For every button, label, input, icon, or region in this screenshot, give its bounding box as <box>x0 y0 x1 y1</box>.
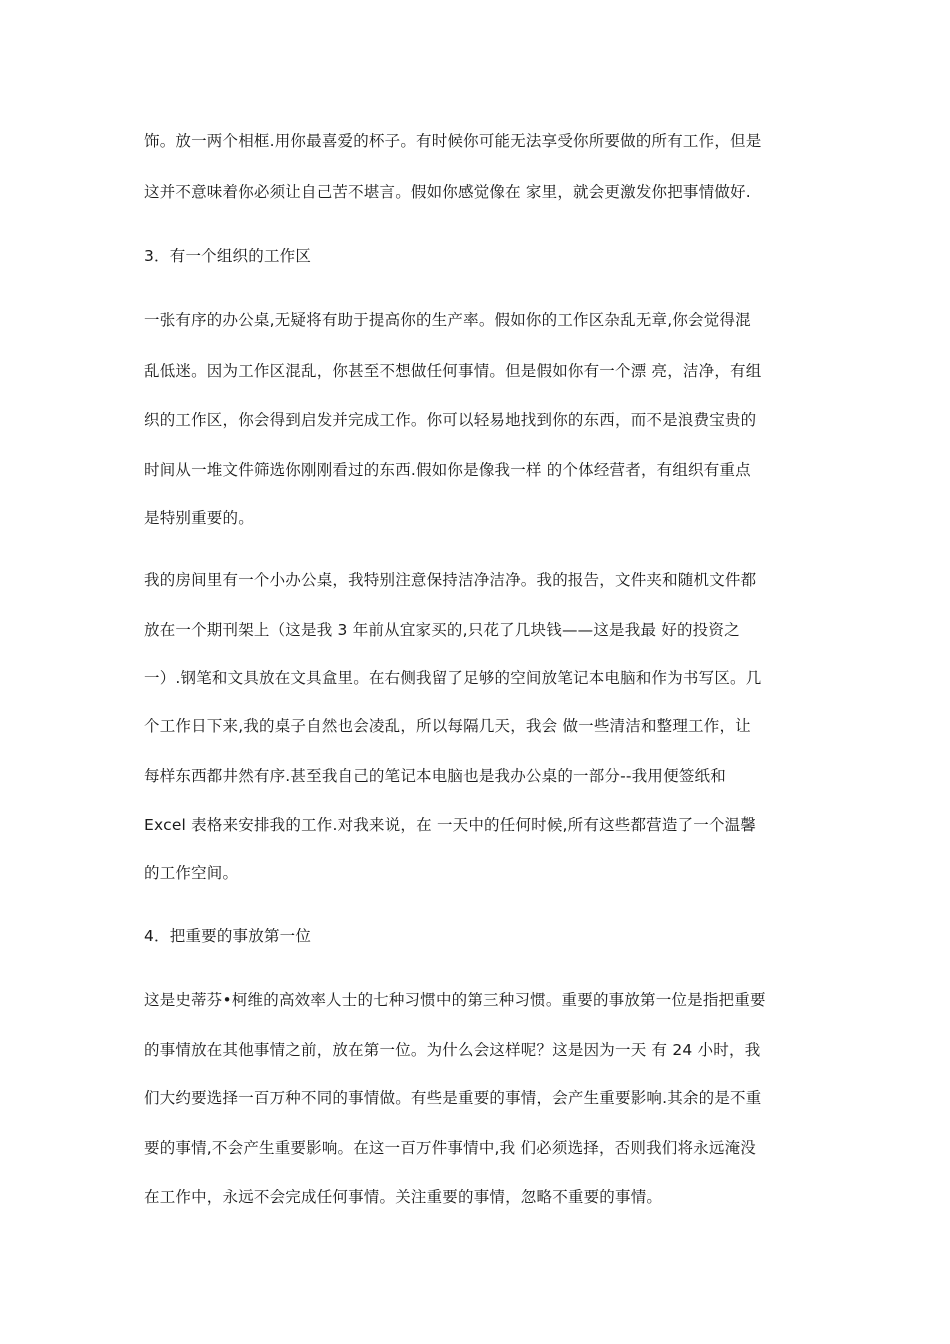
paragraph-line: 的工作空间。 <box>144 864 239 882</box>
paragraph-line: 个工作日下来,我的桌子自然也会凌乱，所以每隔几天，我会 做一些清洁和整理工作，让 <box>144 717 751 735</box>
paragraph-line: 时间从一堆文件筛选你刚刚看过的东西.假如你是像我一样 的个体经营者，有组织有重点 <box>144 461 751 479</box>
paragraph-line: 每样东西都井然有序.甚至我自己的笔记本电脑也是我办公桌的一部分--我用便签纸和 <box>144 767 726 785</box>
section-heading: 3．有一个组织的工作区 <box>144 247 312 265</box>
paragraph-line: 放在一个期刊架上（这是我 3 年前从宜家买的,只花了几块钱——这是我最 好的投资之 <box>144 621 740 639</box>
paragraph-line: 我的房间里有一个小办公桌，我特别注意保持洁净洁净。我的报告，文件夹和随机文件都 <box>144 571 757 589</box>
paragraph-line: 在工作中，永远不会完成任何事情。关注重要的事情，忽略不重要的事情。 <box>144 1188 663 1206</box>
paragraph-line: 饰。放一两个相框.用你最喜爱的杯子。有时候你可能无法享受你所要做的所有工作，但是 <box>144 132 762 150</box>
paragraph-line: 要的事情,不会产生重要影响。在这一百万件事情中,我 们必须选择，否则我们将永远淹没 <box>144 1139 756 1157</box>
paragraph-line: 这是史蒂芬•柯维的高效率人士的七种习惯中的第三种习惯。重要的事放第一位是指把重要 <box>144 991 766 1009</box>
paragraph-line: 这并不意味着你必须让自己苦不堪言。假如你感觉像在 家里，就会更激发你把事情做好. <box>144 183 751 201</box>
paragraph-line: Excel 表格来安排我的工作.对我来说，在 一天中的任何时候,所有这些都营造了一个温馨 <box>144 816 757 834</box>
paragraph-line: 一张有序的办公桌,无疑将有助于提高你的生产率。假如你的工作区杂乱无章,你会觉得混 <box>144 311 751 329</box>
paragraph-line: 一）.钢笔和文具放在文具盒里。在右侧我留了足够的空间放笔记本电脑和作为书写区。几 <box>144 669 762 687</box>
paragraph-line: 是特别重要的。 <box>144 509 254 527</box>
paragraph-line: 乱低迷。因为工作区混乱，你甚至不想做任何事情。但是假如你有一个漂 亮，洁净，有组 <box>144 362 762 380</box>
paragraph-line: 们大约要选择一百万种不同的事情做。有些是重要的事情，会产生重要影响.其余的是不重 <box>144 1089 762 1107</box>
section-heading: 4．把重要的事放第一位 <box>144 927 312 945</box>
paragraph-line: 织的工作区，你会得到启发并完成工作。你可以轻易地找到你的东西，而不是浪费宝贵的 <box>144 411 757 429</box>
paragraph-line: 的事情放在其他事情之前，放在第一位。为什么会这样呢？这是因为一天 有 24 小时，我 <box>144 1041 761 1059</box>
